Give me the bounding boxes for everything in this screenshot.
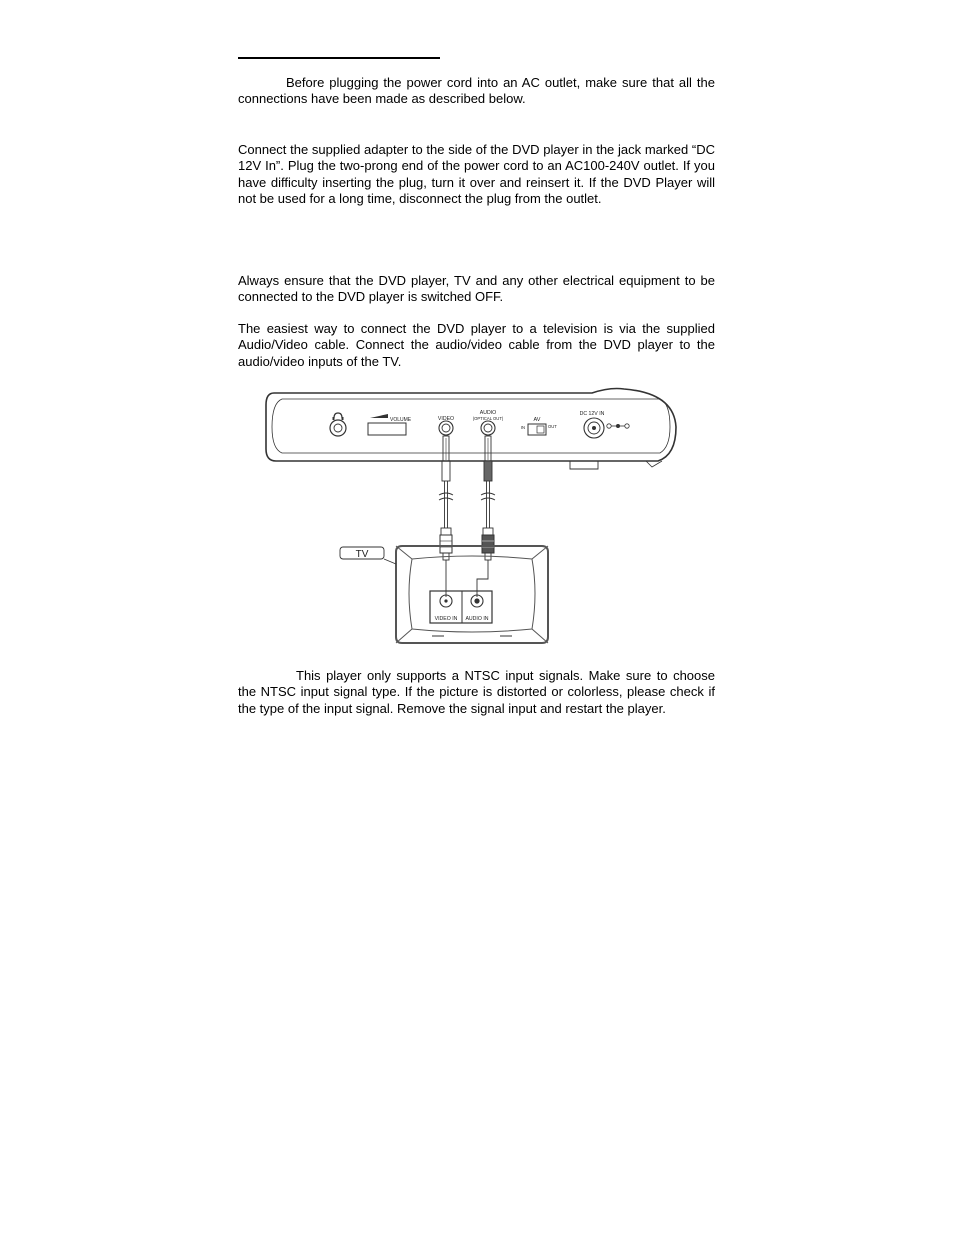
tv-callout (340, 547, 396, 564)
tv-set (396, 546, 548, 643)
volume-slider (368, 423, 406, 435)
optical-out-label: (OPTICAL OUT) (472, 416, 504, 421)
av-cables (439, 436, 495, 597)
av-out-label: OUT (548, 424, 557, 429)
intro-paragraph: Before plugging the power cord into an AC outlet, make sure that all the connections have been made as described below. (238, 75, 715, 107)
volume-label: VOLUME (390, 417, 412, 423)
adapter-paragraph: Connect the supplied adapter to the side of the DVD player in the jack marked “DC 12V In”. Plug the two-prong end of the power cord to an AC100-240V outlet. If you have difficulty inserting the plug, turn it over and reinsert it. If the DVD Player will not be used for a long time, disconnect the plug from the outlet. (238, 142, 715, 207)
audio-label: AUDIO (479, 410, 497, 416)
dc-in-label: DC 12V IN (579, 411, 605, 417)
tv-audio-in-label: AUDIO IN (465, 616, 489, 622)
ntsc-note-paragraph: This player only supports a NTSC input signals. Make sure to choose the NTSC input signal type. If the picture is distorted or colorless, please check if the type of the input signal. Remove the signal input and restart the player. (238, 668, 715, 716)
tv-label: TV (355, 549, 369, 560)
headphone-icon (334, 413, 342, 418)
heading-underline (238, 57, 440, 59)
switch-off-paragraph: Always ensure that the DVD player, TV and any other electrical equipment to be connected to the DVD player is switched OFF. (238, 273, 715, 305)
dvd-player-side-panel (266, 389, 676, 470)
av-label: AV (533, 417, 541, 423)
connection-diagram (262, 383, 682, 650)
av-in-label: IN (520, 425, 525, 430)
video-label: VIDEO (437, 416, 455, 422)
player-labels (390, 410, 605, 430)
av-cable-paragraph: The easiest way to connect the DVD player to a television is via the supplied Audio/Video cable. Connect the audio/video cable from the DVD player to the audio/video inputs of the TV. (238, 321, 715, 369)
tv-video-in-label: VIDEO IN (434, 616, 458, 622)
